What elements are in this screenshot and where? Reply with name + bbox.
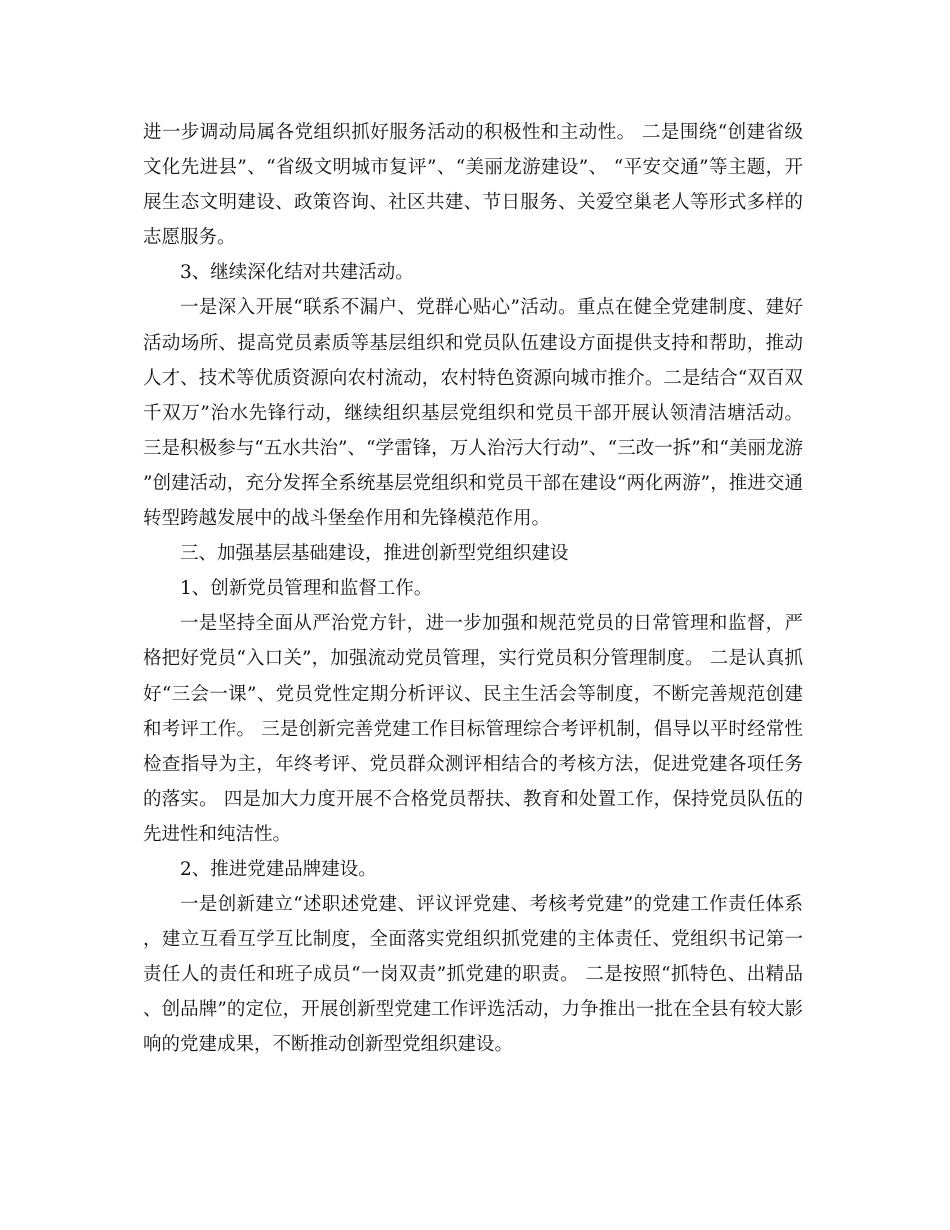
subheading-1: 1、创新党员管理和监督工作。: [180, 578, 433, 600]
section-heading-3: 三、加强基层基础建设，推进创新型党组织建设: [180, 543, 569, 565]
paragraph: 一是创新建立“述职述党建、评议评党建、考核考党建”的党建工作责任体系，建立互看互学互比制度，全面落实党组织抓党建的主体责任、党组织书记第一责任人的责任和班子成员“一岗双责”抓党建的职责。 二是按照“抓特色、出精品、创品牌”的定位，开展创新型党建工作评选活动，力争推出一批在全县有较大影响的党建成果，不断推动创新型党组织建设。: [143, 894, 803, 1056]
subheading-2: 2、推进党建品牌建设。: [180, 858, 377, 880]
document-body: [143, 115, 803, 1063]
paragraph-continuation: 进一步调动局属各党组织抓好服务活动的积极性和主动性。 二是围绕“创建省级文化先进县”、“省级文明城市复评”、“美丽龙游建设”、 “平安交通”等主题，开展生态文明建设、政策咨询、社区共建、节日服务、关爱空巢老人等形式多样的志愿服务。: [143, 122, 803, 249]
paragraph: 一是坚持全面从严治党方针，进一步加强和规范党员的日常管理和监督，严格把好党员“入口关”，加强流动党员管理，实行党员积分管理制度。 二是认真抓好“三会一课”、党员党性定期分析评议、民主生活会等制度，不断完善规范创建和考评工作。 三是创新完善党建工作目标管理综合考评机制，倡导以平时经常性检查指导为主，年终考评、党员群众测评相结合的考核方法，促进党建各项任务的落实。 四是加大力度开展不合格党员帮扶、教育和处置工作，保持党员队伍的先进性和纯洁性。: [143, 613, 803, 845]
paragraph: 一是深入开展“联系不漏户、党群心贴心”活动。重点在健全党建制度、建好活动场所、提高党员素质等基层组织和党员队伍建设方面提供支持和帮助，推动人才、技术等优质资源向农村流动，农村特色资源向城市推介。二是结合“双百双千双万”治水先锋行动，继续组织基层党组织和党员干部开展认领清洁塘活动。 三是积极参与“五水共治”、“学雷锋，万人治污大行动”、“三改一拆”和“美丽龙游”创建活动，充分发挥全系统基层党组织和党员干部在建设“两化两游”，推进交通转型跨越发展中的战斗堡垒作用和先锋模范作用。: [143, 297, 803, 530]
subheading-3: 3、继续深化结对共建活动。: [180, 262, 414, 284]
